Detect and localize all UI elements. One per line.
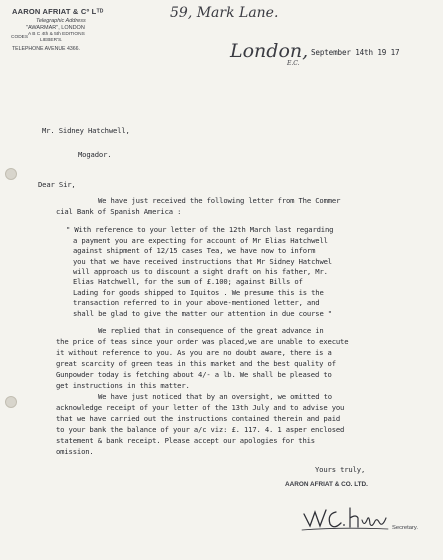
punch-hole-top [5,168,17,180]
letterhead-telegraphic-address: "AWARMAR", LONDON [26,25,85,31]
letterhead-postcode: E.C. [287,60,300,67]
quote-line-8: transaction referred to in your above-mentioned letter, and [73,298,320,307]
recipient-place: Mogador. [78,150,112,159]
para2-line-4: great scarcity of green teas in this market and the best quality of [56,359,336,368]
intro-line-1: We have just received the following letter from The Commer [98,196,341,205]
letterhead-telephone: TELEPHONE AVENUE 4366. [12,46,80,52]
para2-line-6: get instructions in this matter. [56,381,190,390]
para3-line-5: statement & bank receipt. Please accept our apologies for this [56,436,315,445]
letter-date: September 14th 19 17 [311,48,400,57]
letterhead-telegraphic-label: Telegraphic Address [36,18,86,24]
valediction: Yours truly, [315,465,366,474]
letterhead-city: London, [230,40,309,62]
intro-line-2: cial Bank of Spanish America : [56,207,182,216]
letterhead-codes-line1: A B C 4th & 5th EDITIONS [28,32,85,37]
quote-line-4: you that we have received instructions that Mr Sidney Hatchwel [73,257,332,266]
para3-line-6: omission. [56,447,94,456]
signatory-title: Secretary. [392,525,418,531]
quote-line-6: Elias Hatchwell, for the sum of £.100; against Bills of [73,277,303,286]
quote-line-5: will approach us to discount a sight draft on his father, Mr. [73,267,328,276]
para2-line-5: Gunpowder today is fetching about 4/- a lb. We shall be pleased to [56,370,332,379]
para2-line-1: We replied that in consequence of the great advance in [98,326,324,335]
para2-line-3: it without reference to you. As you are no doubt aware, there is a [56,348,332,357]
para3-line-3: that we have carried out the instructions contained therein and paid [56,414,341,423]
quote-line-9: shall be glad to give the matter our attention in due course " [73,309,332,318]
letterhead-address: 59, Mark Lane. [170,5,279,21]
para3-line-4: to your bank the balance of your a/c viz: £. 117. 4. 1 asper enclosed [56,425,345,434]
quote-line-1: " With reference to your letter of the 12th March last regarding [66,225,334,234]
letterhead-codes-label: CODES [11,35,29,40]
para3-line-2: acknowledge receipt of your letter of the 13th July and to advise you [56,403,345,412]
punch-hole-bottom [5,396,17,408]
quote-line-2: a payment you are expecting for account of Mr Elias Hatchwell [73,236,328,245]
letterhead-company: AARON AFRIAT & Cº Lᵀᴰ [12,7,104,16]
recipient-name: Mr. Sidney Hatchwell, [42,126,130,135]
handwritten-signature [300,500,390,534]
quote-line-3: against shipment of 12/15 cases Tea, we have now to inform [73,246,316,255]
closing-company: AARON AFRIAT & CO. LTD. [285,481,368,488]
quote-line-7: Lading for goods shipped to Iquitos . We presume this is the [73,288,324,297]
para2-line-2: the price of teas since your order was placed,we are unable to execute [56,337,349,346]
para3-line-1: We have just noticed that by an oversight, we omitted to [98,392,332,401]
salutation: Dear Sir, [38,180,76,189]
letterhead-codes-line2: LIEBER'S. [40,38,63,43]
